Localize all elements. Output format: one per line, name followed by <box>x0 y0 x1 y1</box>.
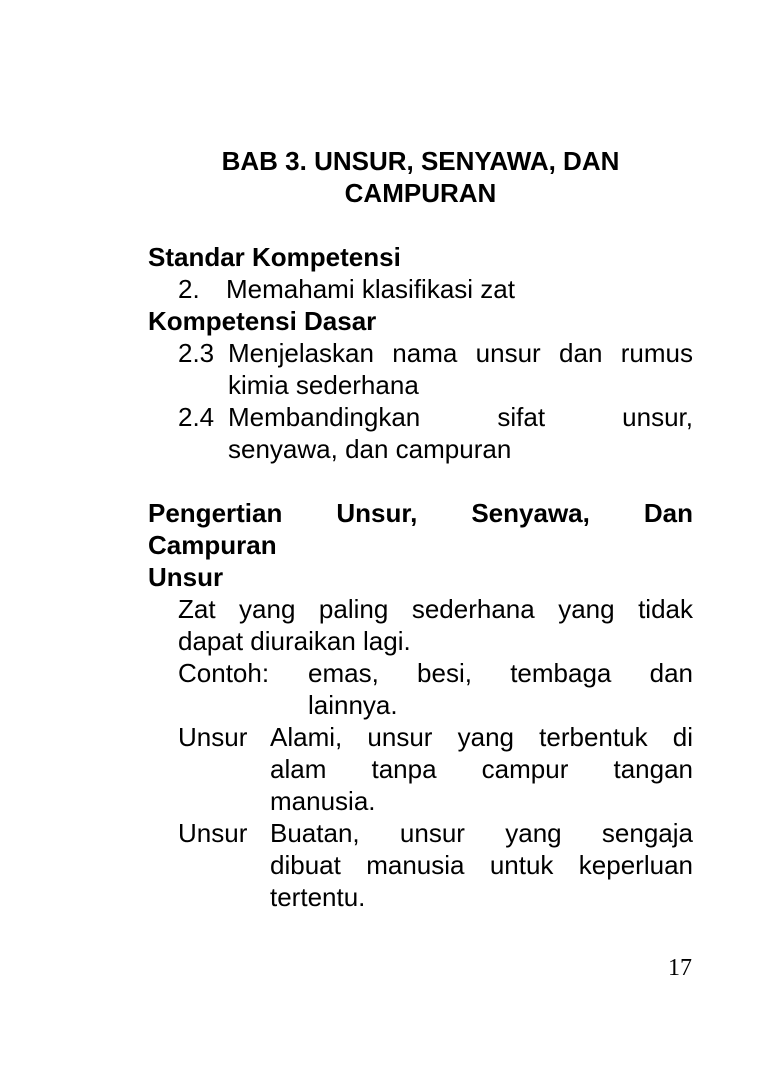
chapter-title-line1: BAB 3. UNSUR, SENYAWA, DAN <box>221 146 620 176</box>
kompetensi-dasar-item <box>148 337 693 401</box>
unsur-alami-label: Unsur <box>178 722 248 752</box>
item-number: 2.4 <box>178 402 215 432</box>
unsur-alami-line3: manusia. <box>270 786 376 816</box>
unsur-example <box>148 657 693 721</box>
unsur-buatan <box>148 817 693 913</box>
unsur-buatan-line1: Buatan, unsur yang sengaja <box>270 818 693 848</box>
item-text-line1: Membandingkan sifat unsur, <box>228 402 693 432</box>
kompetensi-dasar-item <box>148 401 693 465</box>
chapter-title <box>148 145 693 209</box>
unsur-buatan-line3: tertentu. <box>270 882 366 912</box>
spacer <box>148 209 693 241</box>
item-text-line2: senyawa, dan campuran <box>228 434 512 464</box>
item-text-line2: kimia sederhana <box>228 370 419 400</box>
item-text-line1: Menjelaskan nama unsur dan rumus <box>228 338 693 368</box>
section-heading-line1: Pengertian Unsur, Senyawa, Dan <box>148 498 693 528</box>
definition-line1: Zat yang paling sederhana yang tidak <box>178 594 693 624</box>
definition-line2: dapat diuraikan lagi. <box>178 626 411 656</box>
item-number: 2.3 <box>178 338 215 368</box>
chapter-title-line2: CAMPURAN <box>344 178 497 208</box>
unsur-definition <box>148 593 693 657</box>
unsur-heading: Unsur <box>148 562 224 592</box>
item-text: Memahami klasifikasi zat <box>226 274 515 304</box>
kompetensi-dasar-heading: Kompetensi Dasar <box>148 306 377 336</box>
unsur-alami <box>148 721 693 817</box>
item-number: 2. <box>178 274 200 304</box>
example-line1: emas, besi, tembaga dan <box>308 658 693 688</box>
example-label: Contoh: <box>178 658 270 688</box>
unsur-alami-line2: alam tanpa campur tangan <box>270 754 693 784</box>
example-line2: lainnya. <box>308 690 398 720</box>
unsur-buatan-label: Unsur <box>178 818 248 848</box>
standar-kompetensi-heading: Standar Kompetensi <box>148 242 401 272</box>
spacer <box>148 465 693 497</box>
document-page <box>148 145 693 913</box>
standar-kompetensi-item <box>148 273 693 305</box>
unsur-alami-line1: Alami, unsur yang terbentuk di <box>270 722 693 752</box>
section-heading-line2: Campuran <box>148 530 277 560</box>
unsur-buatan-line2: dibuat manusia untuk keperluan <box>270 850 693 880</box>
page-number: 17 <box>668 955 692 981</box>
